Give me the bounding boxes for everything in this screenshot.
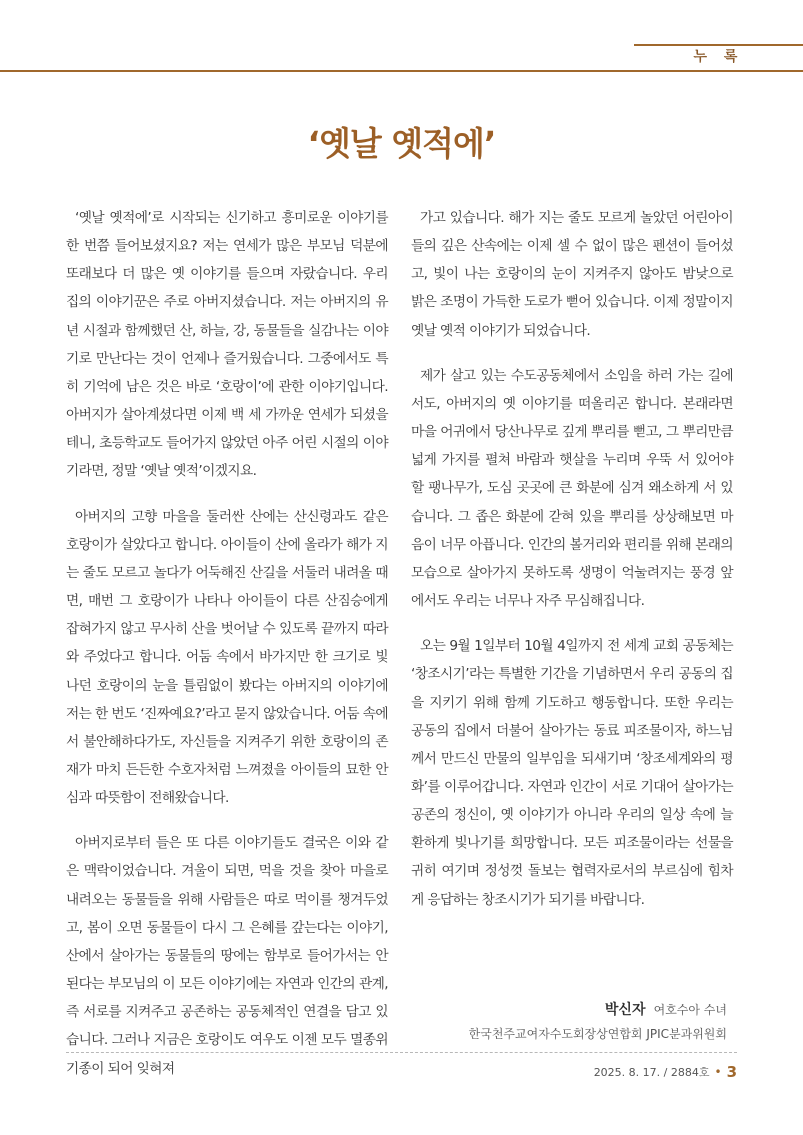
- author-block: [469, 998, 727, 1045]
- issue-date: 2025. 8. 17. / 2884호: [593, 1066, 710, 1079]
- paragraph: 제가 살고 있는 수도공동체에서 소임을 하러 가는 길에서도, 아버지의 옛 이야기를 떠올리곤 합니다. 본래라면 마을 어귀에서 당산나무로 깊게 뿌리를 뻗고, 그 뿌리만큼 넓게 가지를 펼쳐 바람과 햇살을 누리며 우뚝 서 있어야 할 팽나무가, 도심 곳곳에 큰 화분에 심겨 왜소하게 서 있습니다. 그 좁은 화분에 갇혀 있을 뿌리를 상상해보면 마음이 너무 아픕니다. 인간의 볼거리와 편리를 위해 본래의 모습으로 살아가지 못하도록 생명이 억눌려지는 풍경 앞에서도 우리는 너무나 자주 무심해집니다.: [411, 367, 733, 610]
- header-rule: [0, 70, 803, 72]
- right-column: [411, 204, 733, 931]
- author-organization: 한국천주교여자수도회장상연합회 JPIC분과위원회: [468, 1027, 727, 1041]
- left-column: [66, 204, 388, 1100]
- article-title: ‘옛날 옛적에’: [307, 124, 496, 163]
- footer-rule: [66, 1052, 737, 1053]
- author-line: [469, 998, 727, 1023]
- paragraph: 가고 있습니다. 해가 지는 줄도 모르게 놀았던 어린아이들의 깊은 산속에는 이제 셀 수 없이 많은 펜션이 들어섰고, 빛이 나는 호랑이의 눈이 지켜주지 않아도 밤낮으로 밝은 조명이 가득한 도로가 뻗어 있습니다. 이제 정말이지 옛날 옛적 이야기가 되었습니다.: [411, 210, 733, 339]
- paragraph: 아버지로부터 들은 또 다른 이야기들도 결국은 이와 같은 맥락이었습니다. 겨울이 되면, 먹을 것을 찾아 마을로 내려오는 동물들을 위해 사람들은 따로 먹이를 챙겨두었고, 봄이 오면 동물들이 다시 그 은혜를 갚는다는 이야기, 산에서 살아가는 동물들의 땅에는 함부로 들어가서는 안 된다는 부모님의 이 모든 이야기에는 자연과 인간의 관계, 즉 서로를 지켜주고 공존하는 공동체적인 연결을 담고 있습니다. 그러나 지금은 호랑이도 여우도 이젠 모두 멸종위기종이 되어 잊혀져: [66, 835, 388, 1077]
- page-number: 3: [726, 1063, 737, 1081]
- author-role: 여호수아 수녀: [653, 1003, 727, 1017]
- author-name: 박신자: [604, 1002, 646, 1018]
- section-label: 누 록: [634, 44, 803, 70]
- paragraph: 아버지의 고향 마을을 둘러싼 산에는 산신령과도 같은 호랑이가 살았다고 합니다. 아이들이 산에 올라가 해가 지는 줄도 모르고 놀다가 어둑해진 산길을 서둘러 내려올 때면, 매번 그 호랑이가 나타나 아이들이 다른 산짐승에게 잡혀가지 않고 무사히 산을 벗어날 수 있도록 끝까지 따라와 주었다고 합니다. 어둠 속에서 바가지만 한 크기로 빛나던 호랑이의 눈을 틀림없이 봤다는 아버지의 이야기에 저는 한 번도 ‘진짜예요?’라고 묻지 않았습니다. 어둠 속에서 불안해하다가도, 자신들을 지켜주기 위한 호랑이의 존재가 마치 든든한 수호자처럼 느껴졌을 아이들의 묘한 안심과 따뜻함이 전해왔습니다.: [66, 508, 388, 807]
- bullet-separator: •: [714, 1065, 722, 1079]
- paragraph: ‘옛날 옛적에’로 시작되는 신기하고 흥미로운 이야기를 한 번쯤 들어보셨지요? 저는 연세가 많은 부모님 덕분에 또래보다 더 많은 옛 이야기를 들으며 자랐습니다. 우리 집의 이야기꾼은 주로 아버지셨습니다. 저는 아버지의 유년 시절과 함께했던 산, 하늘, 강, 동물들을 실감나는 이야기로 만난다는 것이 언제나 즐거웠습니다. 그중에서도 특히 기억에 남은 것은 바로 ‘호랑이’에 관한 이야기입니다. 아버지가 살아계셨다면 이제 백 세 가까운 연세가 되셨을 테니, 초등학교도 들어가지 않았던 아주 어린 시절의 이야기라면, 정말 ‘옛날 옛적’이겠지요.: [66, 210, 388, 480]
- page-footer: [594, 1063, 737, 1081]
- paragraph: 오는 9월 1일부터 10월 4일까지 전 세계 교회 공동체는 ‘창조시기’라는 특별한 기간을 기념하면서 우리 공동의 집을 지키기 위해 함께 기도하고 행동합니다. 또한 우리는 공동의 집에서 더불어 살아가는 동료 피조물이자, 하느님께서 만드신 만물의 일부임을 되새기며 ‘창조세계와의 평화’를 이루어갑니다. 자연과 인간이 서로 기대어 살아가는 공존의 정신이, 옛 이야기가 아니라 우리의 일상 속에 늘 환하게 빛나기를 희망합니다. 모든 피조물이라는 선물을 귀히 여기며 정성껏 돌보는 협력자로서의 부르심에 힘차게 응답하는 창조시기가 되기를 바랍니다.: [411, 638, 733, 908]
